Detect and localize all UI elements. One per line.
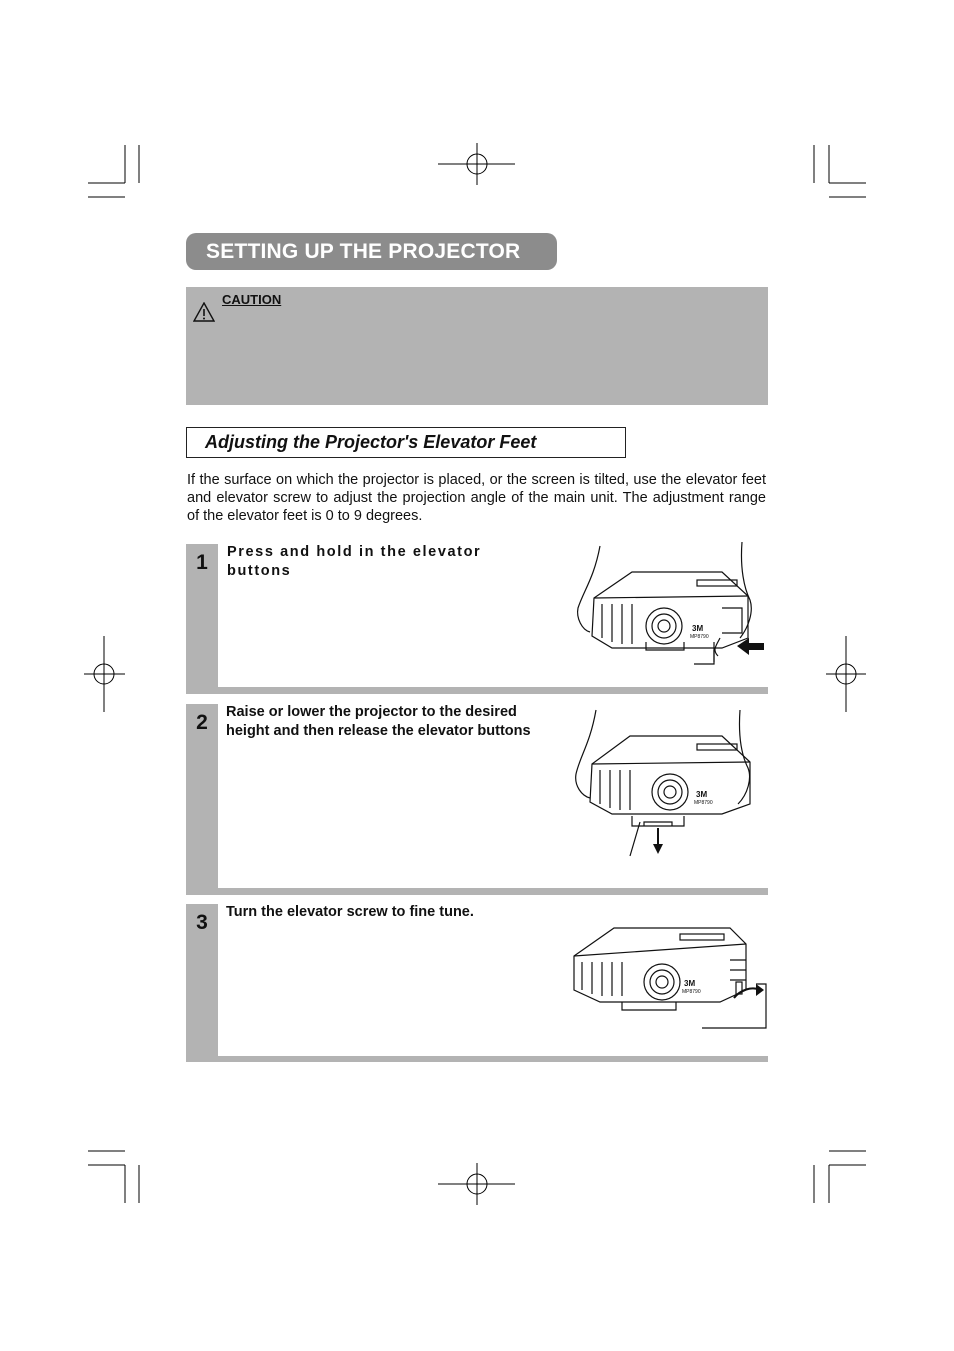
brand-logo-2: 3M [696, 790, 708, 799]
step-1-bottom-rule [186, 687, 768, 694]
step-2-number: 2 [196, 711, 208, 734]
model-label-2: MP8790 [694, 800, 713, 806]
projector-illustration-fine-tune [570, 920, 770, 1040]
step-2-text: Raise or lower the projector to the desired height and then release the elevator buttons [226, 704, 531, 739]
step-1-number: 1 [196, 551, 208, 574]
section-header [186, 233, 557, 270]
model-label-3: MP8790 [682, 989, 701, 995]
down-arrow-icon [653, 828, 663, 854]
subsection-title: Adjusting the Projector's Elevator Feet [205, 432, 537, 452]
caution-label: CAUTION [222, 292, 282, 307]
warning-triangle-icon [193, 302, 215, 322]
step-3-text: Turn the elevator screw to fine tune. [226, 904, 474, 920]
step-3-number: 3 [196, 911, 208, 934]
brand-logo-3: 3M [684, 979, 696, 988]
model-label-1: MP8790 [690, 634, 709, 640]
brand-logo-1: 3M [692, 624, 704, 633]
step-3-bottom-rule [186, 1056, 768, 1062]
step-2-bottom-rule [186, 888, 768, 895]
section-title: SETTING UP THE PROJECTOR [206, 239, 521, 263]
projector-illustration-raise-lower [572, 704, 772, 864]
step-1-text: Press and hold in the elevator buttons [227, 544, 482, 579]
projector-illustration-press-buttons [572, 538, 772, 678]
intro-paragraph: If the surface on which the projector is placed, or the screen is tilted, use the elevator feet and elevator screw to adjust the projection angle of the main unit. The adjustment range of the elevator feet is 0 to 9 degrees. [187, 472, 766, 524]
subsection-title-box [186, 427, 626, 458]
